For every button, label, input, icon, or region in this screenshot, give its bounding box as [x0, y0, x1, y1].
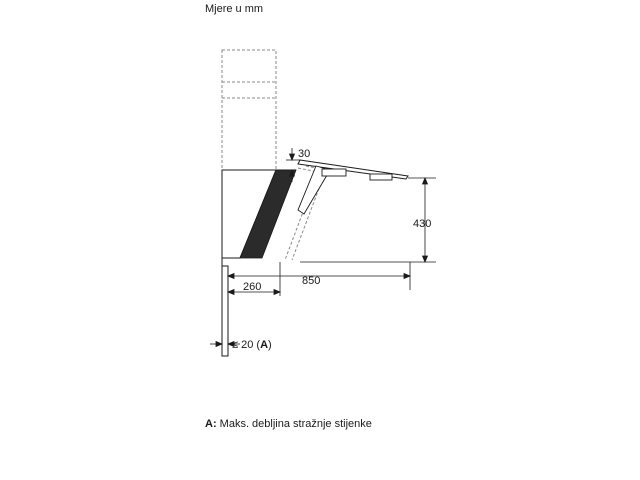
units-title: Mjere u mm: [205, 3, 264, 15]
footnote-key: A:: [205, 418, 217, 430]
dimension-wall-thickness-label: ≤ 20 (A): [232, 339, 272, 351]
hood-body: [222, 170, 296, 258]
dimension-260-label: 260: [243, 281, 262, 293]
footnote: [205, 418, 372, 430]
footnote-text: Maks. debljina stražnje stijenke: [216, 418, 372, 430]
dimension-30-label: 30: [298, 148, 311, 160]
dimension-850-label: 850: [302, 275, 321, 287]
dimension-430-label: 430: [413, 218, 432, 230]
hood-lid: [298, 160, 408, 214]
wall: [222, 258, 228, 356]
chimney-dashed: [222, 50, 276, 170]
